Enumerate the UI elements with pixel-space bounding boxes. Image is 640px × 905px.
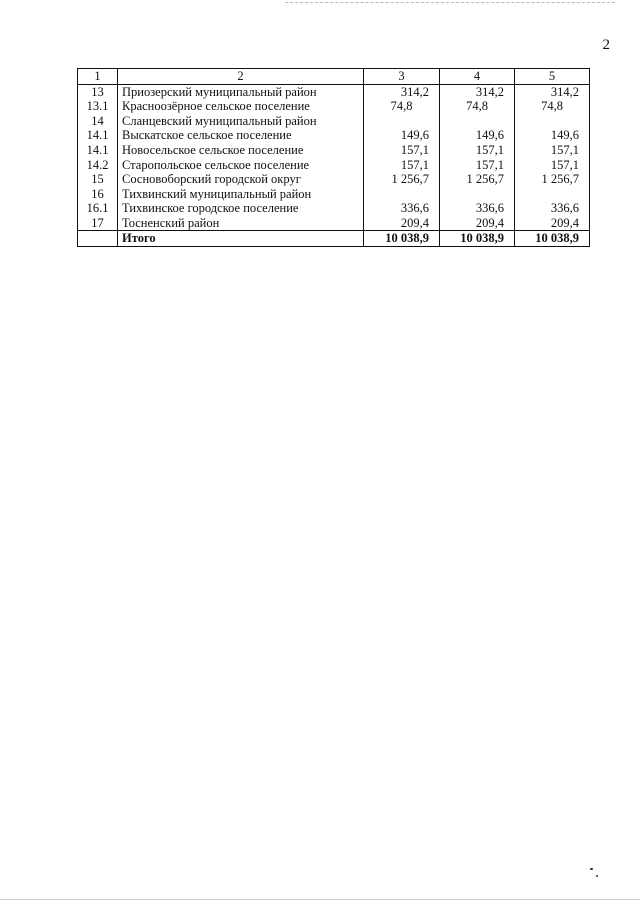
row-number: 13 bbox=[78, 84, 118, 99]
total-row bbox=[78, 231, 590, 247]
row-value-col5: 157,1 bbox=[515, 157, 590, 172]
row-value-col4: 209,4 bbox=[440, 216, 515, 231]
row-name: Тихвинский муниципальный район bbox=[118, 187, 364, 202]
row-value-col5 bbox=[515, 187, 590, 202]
row-number: 14.1 bbox=[78, 128, 118, 143]
row-value-col5: 74,8 bbox=[515, 99, 590, 114]
row-value-col4: 157,1 bbox=[440, 143, 515, 158]
table-row bbox=[78, 114, 590, 129]
row-value-col3: 157,1 bbox=[364, 143, 440, 158]
row-value-col4 bbox=[440, 114, 515, 129]
row-number: 15 bbox=[78, 172, 118, 187]
row-number: 17 bbox=[78, 216, 118, 231]
row-value-col4: 149,6 bbox=[440, 128, 515, 143]
row-number: 16 bbox=[78, 187, 118, 202]
row-value-col3: 149,6 bbox=[364, 128, 440, 143]
row-value-col4 bbox=[440, 187, 515, 202]
row-name: Приозерский муниципальный район bbox=[118, 84, 364, 99]
table-row bbox=[78, 172, 590, 187]
table-row bbox=[78, 216, 590, 231]
scan-artifact-marks bbox=[590, 868, 602, 880]
table-row bbox=[78, 201, 590, 216]
row-value-col3: 314,2 bbox=[364, 84, 440, 99]
header-col-4: 4 bbox=[440, 69, 515, 85]
row-value-col3: 336,6 bbox=[364, 201, 440, 216]
header-col-1: 1 bbox=[78, 69, 118, 85]
row-name: Сосновоборский городской округ bbox=[118, 172, 364, 187]
row-value-col5: 314,2 bbox=[515, 84, 590, 99]
row-value-col4: 314,2 bbox=[440, 84, 515, 99]
row-value-col3: 74,8 bbox=[364, 99, 440, 114]
row-value-col3: 1 256,7 bbox=[364, 172, 440, 187]
total-value-col5: 10 038,9 bbox=[515, 231, 590, 247]
row-value-col5: 149,6 bbox=[515, 128, 590, 143]
header-col-2: 2 bbox=[118, 69, 364, 85]
table-row bbox=[78, 143, 590, 158]
row-number: 14.1 bbox=[78, 143, 118, 158]
total-label: Итого bbox=[118, 231, 364, 247]
header-col-3: 3 bbox=[364, 69, 440, 85]
row-value-col4: 1 256,7 bbox=[440, 172, 515, 187]
table-body bbox=[78, 84, 590, 247]
scan-bottom-edge bbox=[0, 899, 640, 900]
row-value-col5 bbox=[515, 114, 590, 129]
page-number: 2 bbox=[602, 37, 610, 53]
total-value-col3: 10 038,9 bbox=[364, 231, 440, 247]
row-value-col4: 157,1 bbox=[440, 157, 515, 172]
row-name: Красноозёрное сельское поселение bbox=[118, 99, 364, 114]
appropriations-table bbox=[77, 68, 590, 247]
row-value-col5: 336,6 bbox=[515, 201, 590, 216]
row-value-col5: 157,1 bbox=[515, 143, 590, 158]
row-name: Старопольское сельское поселение bbox=[118, 157, 364, 172]
table-row bbox=[78, 187, 590, 202]
row-number: 14 bbox=[78, 114, 118, 129]
scan-top-edge-mark bbox=[285, 2, 615, 3]
total-value-col4: 10 038,9 bbox=[440, 231, 515, 247]
total-number bbox=[78, 231, 118, 247]
row-name: Тихвинское городское поселение bbox=[118, 201, 364, 216]
row-value-col3 bbox=[364, 187, 440, 202]
row-number: 16.1 bbox=[78, 201, 118, 216]
row-value-col3: 157,1 bbox=[364, 157, 440, 172]
row-name: Тосненский район bbox=[118, 216, 364, 231]
row-name: Выскатское сельское поселение bbox=[118, 128, 364, 143]
row-name: Новосельское сельское поселение bbox=[118, 143, 364, 158]
row-value-col5: 209,4 bbox=[515, 216, 590, 231]
row-number: 14.2 bbox=[78, 157, 118, 172]
row-value-col4: 74,8 bbox=[440, 99, 515, 114]
row-value-col5: 1 256,7 bbox=[515, 172, 590, 187]
table-header bbox=[78, 69, 590, 85]
row-value-col4: 336,6 bbox=[440, 201, 515, 216]
table-row bbox=[78, 157, 590, 172]
row-name: Сланцевский муниципальный район bbox=[118, 114, 364, 129]
header-row bbox=[78, 69, 590, 85]
table-row bbox=[78, 128, 590, 143]
row-number: 13.1 bbox=[78, 99, 118, 114]
table-row bbox=[78, 84, 590, 99]
header-col-5: 5 bbox=[515, 69, 590, 85]
row-value-col3 bbox=[364, 114, 440, 129]
table-row bbox=[78, 99, 590, 114]
row-value-col3: 209,4 bbox=[364, 216, 440, 231]
